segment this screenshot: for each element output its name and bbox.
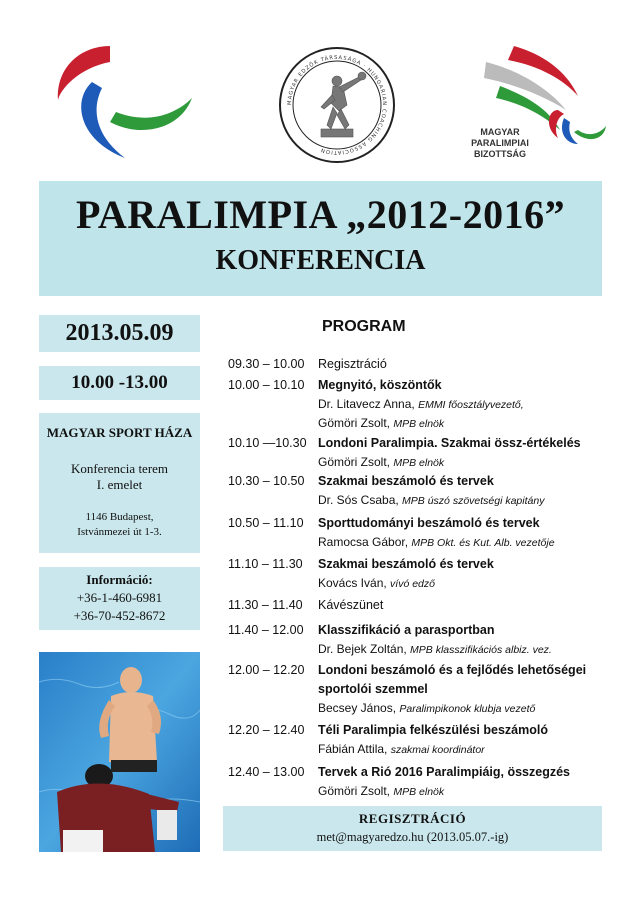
registration-box: [223, 806, 602, 851]
seal-text: MAGYAR EDZŐK TÁRSASÁGA · HUNGARIAN COACHING ASSOCIATION: [286, 54, 388, 156]
mpb-line1: MAGYAR: [480, 127, 520, 137]
program-speaker: [318, 576, 435, 590]
event-date: 2013.05.09: [65, 320, 174, 346]
speaker-name: Gömöri Zsolt,: [318, 455, 394, 469]
phone-2: +36-70-452-8672: [73, 608, 166, 623]
speaker-name: Dr. Litavecz Anna,: [318, 397, 419, 411]
mpb-line2: PARALIMPIAI: [471, 138, 529, 148]
phone-1: +36-1-460-6981: [76, 590, 163, 605]
program-topic: Londoni Paralimpia. Szakmai össz-értékelés: [318, 436, 581, 450]
program-time: 11.10 – 11.30: [228, 557, 303, 571]
speaker-name: Gömöri Zsolt,: [318, 784, 394, 798]
speaker-role: Paralimpikonok klubja vezető: [399, 703, 536, 715]
program-speaker: [318, 493, 544, 507]
program-speaker: [318, 642, 552, 656]
mpb-line3: BIZOTTSÁG: [474, 149, 526, 159]
page-title: PARALIMPIA „2012-2016”: [75, 192, 566, 237]
event-time: 10.00 -13.00: [71, 372, 168, 393]
program-topic: Klasszifikáció a parasportban: [318, 623, 495, 637]
date-box: [39, 315, 200, 352]
speaker-role: vívó edző: [390, 578, 435, 590]
program-speaker: [318, 784, 444, 798]
time-box: [39, 366, 200, 400]
speaker-role: szakmai koordinátor: [390, 744, 485, 756]
program-speaker: [318, 455, 444, 469]
program-time: 11.40 – 12.00: [228, 623, 304, 637]
program-time: 10.00 – 10.10: [228, 378, 305, 392]
program-time: 11.30 – 11.40: [228, 598, 303, 612]
program-topic: Londoni beszámoló és a fejlődés lehetőségei: [318, 663, 587, 677]
venue-room: Konferencia terem: [70, 461, 169, 476]
paralympic-agitos-logo: [50, 40, 195, 160]
info-box: [39, 567, 200, 630]
program-speaker: [318, 742, 485, 756]
venue-title: MAGYAR SPORT HÁZA: [46, 425, 193, 440]
address-street: Istvánmezei út 1-3.: [77, 526, 162, 538]
speaker-role: EMMI főosztályvezető,: [418, 399, 524, 411]
registration-title: REGISZTRÁCIÓ: [358, 811, 467, 826]
speaker-name: Fábián Attila,: [318, 742, 391, 756]
venue-floor: I. emelet: [96, 477, 143, 492]
program-topic: Szakmai beszámoló és tervek: [318, 474, 494, 488]
speaker-name: Dr. Bejek Zoltán,: [318, 642, 411, 656]
speaker-role: MPB klasszifikációs albiz. vez.: [410, 644, 552, 656]
venue-box: [39, 413, 200, 553]
program-time: 09.30 – 10.00: [228, 357, 305, 371]
program-time: 12.40 – 13.00: [228, 765, 305, 779]
program-time: 10.30 – 10.50: [228, 474, 305, 488]
speaker-name: Kovács Iván,: [318, 576, 391, 590]
speaker-role: MPB elnök: [393, 786, 445, 798]
speaker-role: MPB elnök: [393, 457, 445, 469]
program-topic: Szakmai beszámoló és tervek: [318, 557, 494, 571]
program-topic: Tervek a Rió 2016 Paralimpiáig, összegzés: [318, 765, 570, 779]
mpb-logo-text: [465, 127, 535, 160]
speaker-name: Dr. Sós Csaba,: [318, 493, 403, 507]
program-topic: Megnyitó, köszöntők: [318, 378, 442, 392]
program-topic: Sporttudományi beszámoló és tervek: [318, 516, 540, 530]
program-topic: Kávészünet: [318, 598, 384, 612]
program-topic: Téli Paralimpia felkészülési beszámoló: [318, 723, 548, 737]
program-time: 12.20 – 12.40: [228, 723, 305, 737]
speaker-name: Becsey János,: [318, 701, 400, 715]
program-topic-cont: sportolói szemmel: [318, 682, 428, 696]
speaker-role: MPB elnök: [393, 418, 445, 430]
page-subtitle: KONFERENCIA: [215, 245, 426, 276]
speaker-role: MPB Okt. és Kut. Alb. vezetője: [411, 537, 555, 549]
program-time: 10.50 – 11.10: [228, 516, 304, 530]
coaching-association-seal: [277, 45, 397, 165]
speaker-name: Ramocsa Gábor,: [318, 535, 412, 549]
program-speaker: [318, 397, 524, 411]
address-city: 1146 Budapest,: [85, 511, 154, 523]
program-speaker: [318, 416, 444, 430]
program-title: PROGRAM: [322, 318, 406, 335]
registration-contact: met@magyaredzo.hu (2013.05.07.-ig): [316, 830, 509, 844]
athlete-with-coach-photo: [39, 652, 200, 852]
program-time: 12.00 – 12.20: [228, 663, 305, 677]
speaker-name: Gömöri Zsolt,: [318, 416, 394, 430]
speaker-role: MPB úszó szövetségi kapitány: [402, 495, 545, 507]
program-topic: Regisztráció: [318, 357, 387, 371]
program-time: 10.10 —10.30: [228, 436, 307, 450]
info-title: Információ:: [86, 572, 153, 587]
program-speaker: [318, 535, 555, 549]
program-speaker: [318, 701, 535, 715]
